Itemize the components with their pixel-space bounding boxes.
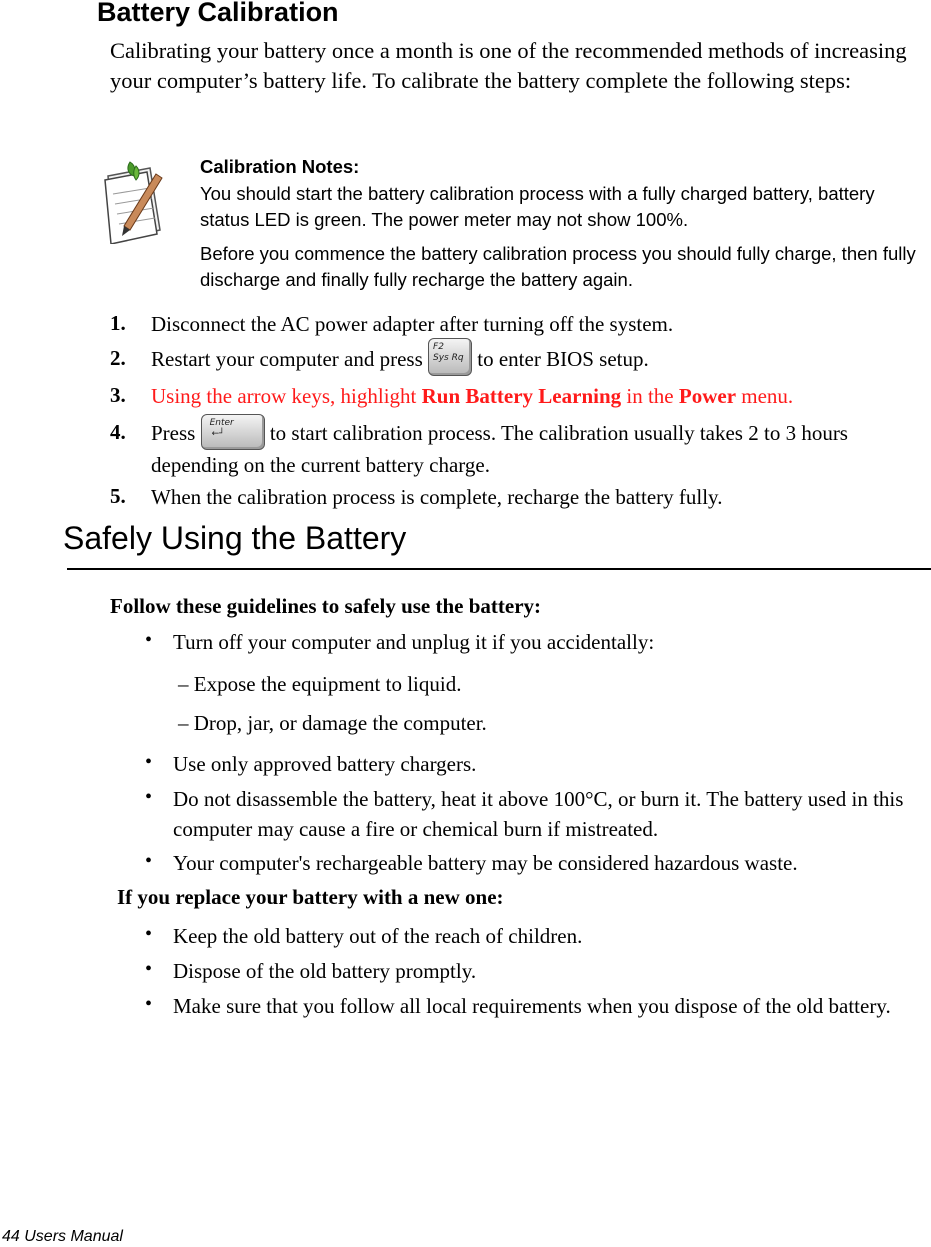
list-item: Your computer's rechargeable battery may be considered hazardous waste. xyxy=(173,851,798,875)
bullet-icon: • xyxy=(145,786,153,808)
step-text xyxy=(151,381,929,411)
notepad-pen-icon xyxy=(100,158,168,244)
sub-list-item: – Expose the equipment to liquid. xyxy=(178,672,462,696)
list-item: Make sure that you follow all local requirements when you dispose of the old battery. xyxy=(173,994,891,1018)
f2-key-icon xyxy=(428,338,472,376)
list-item: Do not disassemble the battery, heat it above 100°C, or burn it. The battery used in this computer may cause a fire or chemical burn if mistreated. xyxy=(173,787,904,841)
key-label: Enter xyxy=(209,418,234,429)
list-item: Use only approved battery chargers. xyxy=(173,752,477,776)
sub-list-item: – Drop, jar, or damage the computer. xyxy=(178,711,487,735)
replace-heading: If you replace your battery with a new one: xyxy=(117,885,504,909)
step-text-part: menu. xyxy=(736,384,794,408)
intro-paragraph: Calibrating your battery once a month is one of the recommended methods of increasing your computer’s battery life. To calibrate the battery complete the following steps: xyxy=(110,38,907,93)
safety-section-title: Safely Using the Battery xyxy=(63,520,407,556)
list-item: Keep the old battery out of the reach of children. xyxy=(173,924,583,948)
step-number: 1. xyxy=(110,311,126,335)
step-text: Disconnect the AC power adapter after turning off the system. xyxy=(151,312,674,336)
list-item: Dispose of the old battery promptly. xyxy=(173,959,477,983)
step-text-after: to start calibration process. The calibration usually takes 2 to 3 hours depending on the current battery charge. xyxy=(151,421,848,478)
bullet-icon: • xyxy=(145,923,153,945)
bullet-icon: • xyxy=(145,850,153,872)
step-text xyxy=(151,418,929,480)
step-number: 4. xyxy=(110,420,126,444)
step-text-after: to enter BIOS setup. xyxy=(477,347,649,371)
step-text: When the calibration process is complete, recharge the battery fully. xyxy=(151,485,723,509)
page-footer: 44 Users Manual xyxy=(2,1228,123,1245)
bullet-icon: • xyxy=(145,751,153,773)
enter-key-icon xyxy=(201,414,265,450)
step-text-part: Using the arrow keys, highlight xyxy=(151,384,422,408)
key-label: F2 xyxy=(433,342,444,353)
note-paragraph-1: You should start the battery calibration process with a fully charged battery, battery status LED is green. The power meter may not show 100%. xyxy=(200,183,875,230)
step-text xyxy=(151,344,929,376)
key-label: ←┘ xyxy=(211,429,225,440)
bullet-icon: • xyxy=(145,958,153,980)
step-number: 2. xyxy=(110,346,126,370)
guidelines-heading: Follow these guidelines to safely use the battery: xyxy=(110,594,542,618)
step-number: 5. xyxy=(110,484,126,508)
step-text-part: in the xyxy=(621,384,679,408)
key-label: Sys Rq xyxy=(433,353,464,364)
note-title: Calibration Notes: xyxy=(200,156,360,177)
divider xyxy=(67,568,931,570)
note-paragraph-2: Before you commence the battery calibration process you should fully charge, then fully discharge and finally fully recharge the battery again. xyxy=(200,243,916,290)
bullet-icon: • xyxy=(145,993,153,1015)
step-text-before: Press xyxy=(151,421,196,445)
section-title: Battery Calibration xyxy=(97,0,339,27)
step-number: 3. xyxy=(110,383,126,407)
run-battery-learning-label: Run Battery Learning xyxy=(421,384,622,408)
power-menu-label: Power xyxy=(678,384,737,408)
list-item: Turn off your computer and unplug it if you accidentally: xyxy=(173,630,655,654)
step-text-before: Restart your computer and press xyxy=(151,347,423,371)
bullet-icon: • xyxy=(145,629,153,651)
